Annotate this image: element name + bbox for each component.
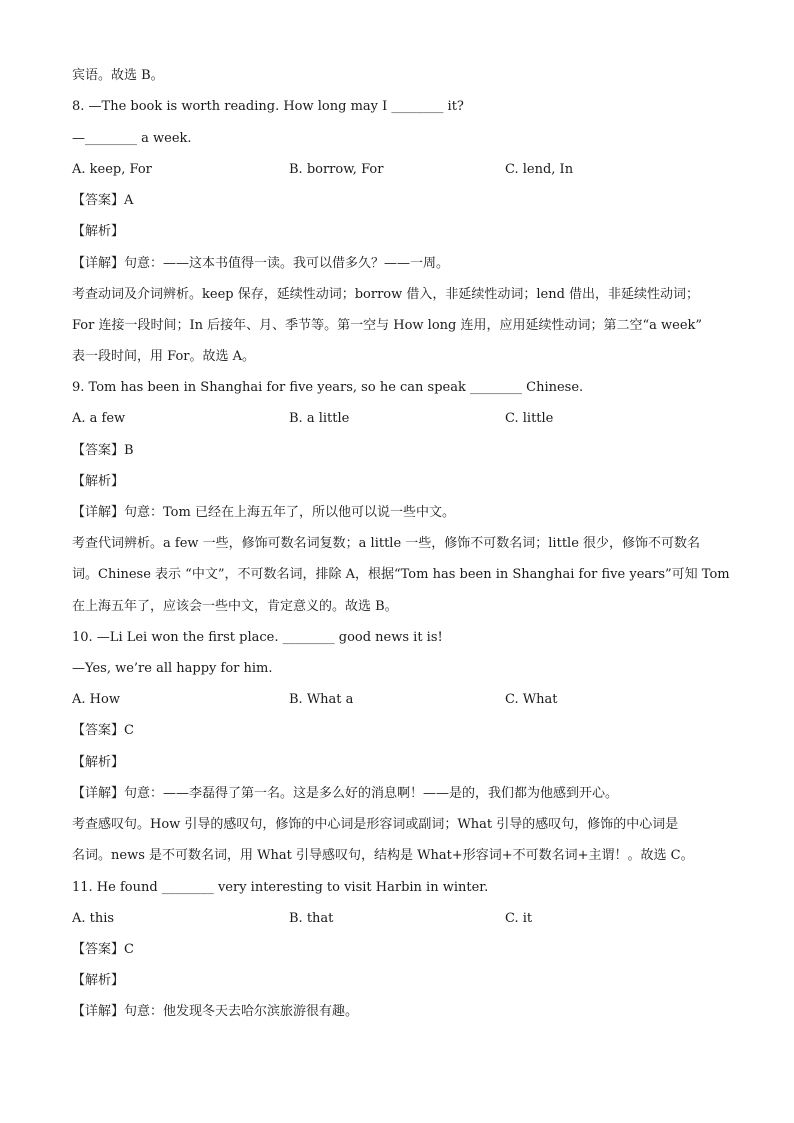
question-9-option-a: A. a few: [72, 411, 126, 426]
question-9-analysis-label: 【解析】: [72, 474, 125, 489]
question-8-option-c: C. lend, In: [505, 162, 574, 177]
question-9-option-b: B. a little: [289, 411, 350, 426]
question-11-detail: 【详解】句意：他发现冬天去哈尔滨旅游很有趣。: [72, 1004, 359, 1019]
question-8-detail: For 连接一段时间；In 后接年、月、季节等。第一空与 How long 连用，应用延续性动词；第二空“a week”: [72, 318, 703, 333]
question-9-detail: 【详解】句意：Tom 已经在上海五年了，所以他可以说一些中文。: [72, 505, 455, 520]
question-10-detail: 名词。news 是不可数名词，用 What 引导感叹句，结构是 What+形容词+不可数名词+主谓！。故选 C。: [72, 848, 694, 863]
question-10-detail: 考查感叹句。How 引导的感叹句，修饰的中心词是形容词或副词；What 引导的感叹句，修饰的中心词是: [72, 817, 679, 832]
question-11-stem: 11. He found ________ very interesting to visit Harbin in winter.: [72, 880, 489, 895]
question-11-option-a: A. this: [72, 911, 115, 926]
question-11-analysis-label: 【解析】: [72, 973, 125, 988]
question-11-answer: 【答案】C: [72, 942, 134, 957]
question-9-stem: 9. Tom has been in Shanghai for five years, so he can speak ________ Chinese.: [72, 380, 584, 395]
question-9-detail: 在上海五年了，应该会一些中文，肯定意义的。故选 B。: [72, 599, 398, 614]
question-10-reply: —Yes, we’re all happy for him.: [72, 661, 273, 676]
question-9-detail: 词。Chinese 表示 “中文”，不可数名词，排除 A，根据“Tom has been in Shanghai for five years”可知 Tom: [72, 567, 730, 582]
question-8-detail: 表一段时间，用 For。故选 A。: [72, 349, 256, 364]
question-10-option-b: B. What a: [289, 692, 354, 707]
question-11-option-c: C. it: [505, 911, 533, 926]
question-10-analysis-label: 【解析】: [72, 755, 125, 770]
question-8-detail: 【详解】句意：——这本书值得一读。我可以借多久？——一周。: [72, 256, 450, 271]
question-9-answer: 【答案】B: [72, 443, 134, 458]
question-10-stem: 10. —Li Lei won the first place. ________ good news it is!: [72, 630, 443, 645]
question-8-reply: —________ a week.: [72, 131, 192, 146]
question-9-option-c: C. little: [505, 411, 554, 426]
question-8-option-b: B. borrow, For: [289, 162, 384, 177]
question-11-option-b: B. that: [289, 911, 334, 926]
question-10-option-c: C. What: [505, 692, 558, 707]
question-10-option-a: A. How: [72, 692, 120, 707]
question-10-detail: 【详解】句意：——李磊得了第一名。这是多么好的消息啊！——是的，我们都为他感到开心。: [72, 786, 619, 801]
question-8-stem: 8. —The book is worth reading. How long may I ________ it?: [72, 99, 464, 114]
question-8-detail: 考查动词及介词辨析。keep 保存，延续性动词；borrow 借入，非延续性动词；lend 借出，非延续性动词；: [72, 287, 700, 302]
question-9-detail: 考查代词辨析。a few 一些，修饰可数名词复数；a little 一些，修饰不可数名词；little 很少，修饰不可数名: [72, 536, 701, 551]
question-8-analysis-label: 【解析】: [72, 224, 125, 239]
text-line: 宾语。故选 B。: [72, 68, 164, 83]
question-8-answer: 【答案】A: [72, 193, 134, 208]
question-10-answer: 【答案】C: [72, 723, 134, 738]
question-8-option-a: A. keep, For: [72, 162, 152, 177]
